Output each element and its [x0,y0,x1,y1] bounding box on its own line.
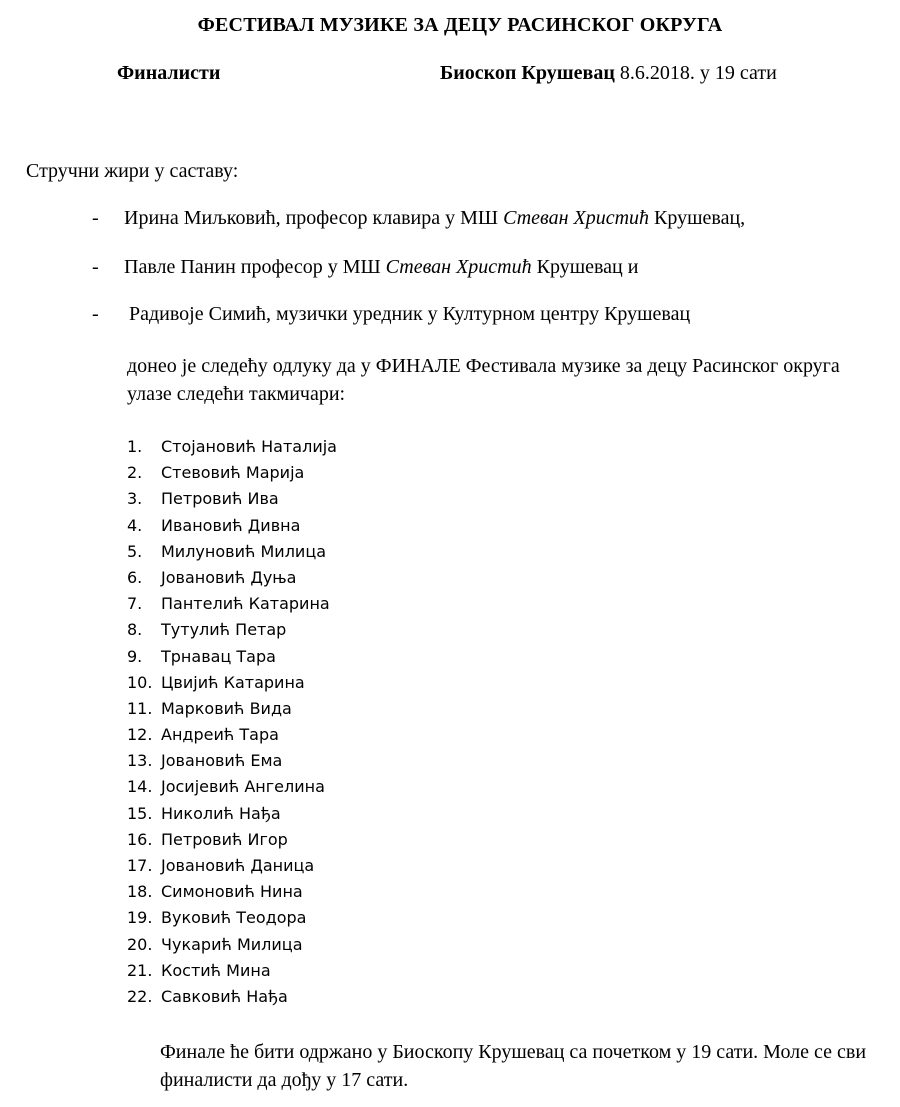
finalist-name: Трнавац Тара [161,646,276,666]
finalist-number: 5. [127,541,143,561]
list-dash: - [92,256,99,278]
finalist-number: 18. [127,882,153,902]
finalist-item [127,460,337,486]
finalist-item [127,827,337,853]
finalist-name: Ивановић Дивна [161,515,301,535]
finalist-number: 2. [127,463,143,483]
finalist-number: 6. [127,567,143,587]
finalist-item [127,853,337,879]
finalist-item [127,958,337,984]
finalist-item [127,984,337,1010]
finalist-name: Пантелић Катарина [161,594,330,614]
finalist-item [127,905,337,931]
finalist-number: 11. [127,698,153,718]
jury-member [92,207,745,230]
finalist-item [127,879,337,905]
finalist-number: 4. [127,515,143,535]
jury-member-text: Радивоје Симић, музички уредник у Културном центру Крушевац [124,303,691,325]
finalist-number: 20. [127,934,153,954]
venue-name: Биоскоп Крушевац [440,62,615,84]
finalist-name: Андреић Тара [161,725,279,745]
finalist-item [127,617,337,643]
list-dash: - [92,207,99,229]
finalist-number: 16. [127,829,153,849]
finalist-name: Петровић Ива [161,489,279,509]
finalist-number: 14. [127,777,153,797]
finalist-name: Тутулић Петар [161,620,287,640]
jury-member-text-end: Крушевац, [649,207,746,229]
list-dash: - [92,303,99,325]
finalist-name: Јовановић Даница [161,856,315,875]
finalist-item [127,696,337,722]
finalist-name: Јосијевић Ангелина [161,777,325,797]
finalist-name: Стојановић Наталија [161,437,337,456]
finalist-number: 10. [127,672,153,692]
finalist-name: Јовановић Дуња [161,567,297,587]
finalist-number: 3. [127,489,143,509]
finalist-item [127,644,337,670]
jury-member [92,256,638,279]
finalist-item [127,434,337,460]
finalist-number: 12. [127,725,153,745]
finalist-number: 22. [127,986,153,1006]
finalist-name: Марковић Вида [161,698,292,718]
finalist-item [127,932,337,958]
school-name: Стеван Христић [503,207,650,229]
finalists-label: Финалисти [117,62,221,84]
finalist-item [127,748,337,774]
finalist-number: 8. [127,620,143,640]
finalist-item [127,486,337,512]
finalist-name: Костић Мина [161,960,271,980]
venue-date-time: 8.6.2018. у 19 сати [614,62,777,84]
finalist-item [127,539,337,565]
finalist-item [127,722,337,748]
finalist-number: 1. [127,437,143,456]
finalist-number: 19. [127,908,153,928]
jury-member-text-end: Крушевац и [531,256,639,278]
jury-member-text: Павле Панин професор у МШ [124,256,386,278]
finalist-item [127,801,337,827]
jury-member [92,303,690,326]
finalist-name: Симоновић Нина [161,882,303,902]
jury-member-text: Ирина Миљковић, професор клавира у МШ [124,207,504,229]
finalist-name: Јовановић Ема [161,751,283,771]
school-name: Стеван Христић [385,256,532,278]
finalist-number: 21. [127,960,153,980]
finalist-item [127,565,337,591]
finalist-name: Вуковић Теодора [161,908,307,928]
finalist-name: Савковић Нађа [161,986,288,1006]
finalist-item [127,774,337,800]
finalist-item [127,670,337,696]
finalist-number: 15. [127,803,153,823]
page-title: ФЕСТИВАЛ МУЗИКЕ ЗА ДЕЦУ РАСИНСКОГ ОКРУГА [197,14,723,36]
closing-note: Финале ће бити одржано у Биоскопу Крушевац са почетком у 19 сати. Моле се сви финалисти да дођу у 17 сати. [160,1041,867,1091]
finalist-name: Чукарић Милица [161,934,303,954]
finalist-number: 7. [127,594,143,614]
finalist-number: 9. [127,646,143,666]
finalist-item [127,513,337,539]
finalist-number: 13. [127,751,153,771]
finalists-list [127,434,337,1010]
finalist-name: Милуновић Милица [161,541,327,561]
finalist-item [127,591,337,617]
finalist-name: Цвијић Катарина [161,672,305,692]
finalist-number: 17. [127,856,153,875]
jury-decision-text: донео је следећу одлуку да у ФИНАЛЕ Фестивала музике за децу Расинског округа улазе следећи такмичари: [127,355,840,405]
venue-datetime [440,62,777,85]
finalist-name: Николић Нађа [161,803,281,823]
finalist-name: Петровић Игор [161,829,288,849]
jury-intro: Стручни жири у саставу: [26,160,239,182]
finalist-name: Стевовић Марија [161,463,305,483]
